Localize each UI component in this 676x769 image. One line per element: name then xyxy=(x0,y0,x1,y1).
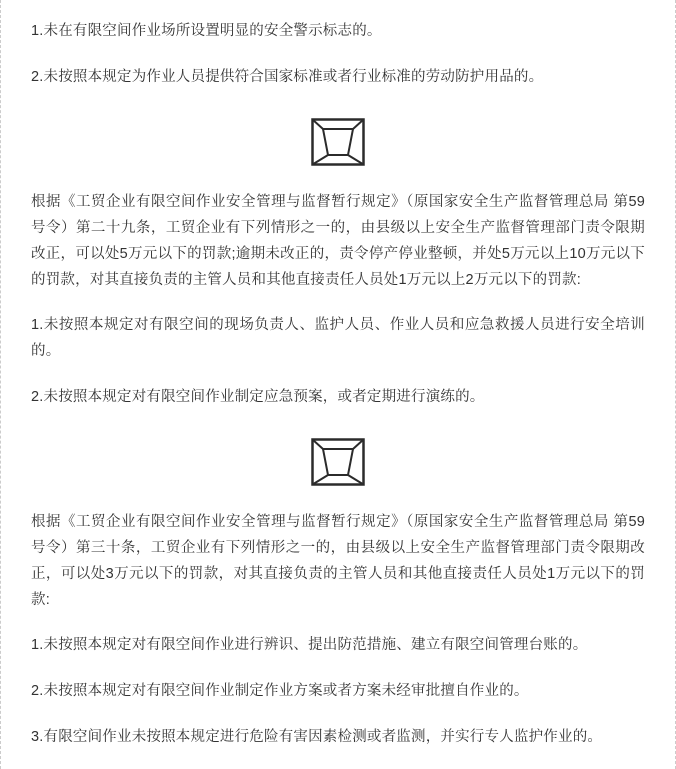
document-content xyxy=(1,0,675,760)
broken-image-frame-icon xyxy=(311,118,365,166)
list-item: 2.未按照本规定为作业人员提供符合国家标准或者行业标准的劳动防护用品的。 xyxy=(31,69,544,85)
regulation-paragraph: 根据《工贸企业有限空间作业安全管理与监督暂行规定》（原国家安全生产监督管理总局 第59号令）第三十条，工贸企业有下列情形之一的，由县级以上安全生产监督管理部门责令限期改正，可以处3万元以下的罚款，对其直接负责的主管人员和其他直接责任人员处1万元以下的罚款: xyxy=(31,514,645,608)
regulation-paragraph: 根据《工贸企业有限空间作业安全管理与监督暂行规定》（原国家安全生产监督管理总局 第59号令）第二十九条，工贸企业有下列情形之一的，由县级以上安全生产监督管理部门责令限期改正，可以处5万元以下的罚款;逾期未改正的，责令停产停业整顿，并处5万元以上10万元以下的罚款，对其直接负责的主管人员和其他直接责任人员处1万元以上2万元以下的罚款: xyxy=(31,194,645,288)
list-item: 1.未在有限空间作业场所设置明显的安全警示标志的。 xyxy=(31,23,382,39)
list-item: 2.未按照本规定对有限空间作业制定作业方案或者方案未经审批擅自作业的。 xyxy=(31,683,529,699)
broken-image-frame-icon xyxy=(311,438,365,486)
figure-block xyxy=(31,100,645,180)
list-item: 1.未按照本规定对有限空间的现场负责人、监护人员、作业人员和应急救援人员进行安全培训的。 xyxy=(31,317,645,359)
list-item: 2.未按照本规定对有限空间作业制定应急预案，或者定期进行演练的。 xyxy=(31,389,485,405)
list-item: 3.有限空间作业未按照本规定进行危险有害因素检测或者监测，并实行专人监护作业的。 xyxy=(31,729,603,745)
list-item: 1.未按照本规定对有限空间作业进行辨识、提出防范措施、建立有限空间管理台账的。 xyxy=(31,637,588,653)
figure-block xyxy=(31,420,645,500)
